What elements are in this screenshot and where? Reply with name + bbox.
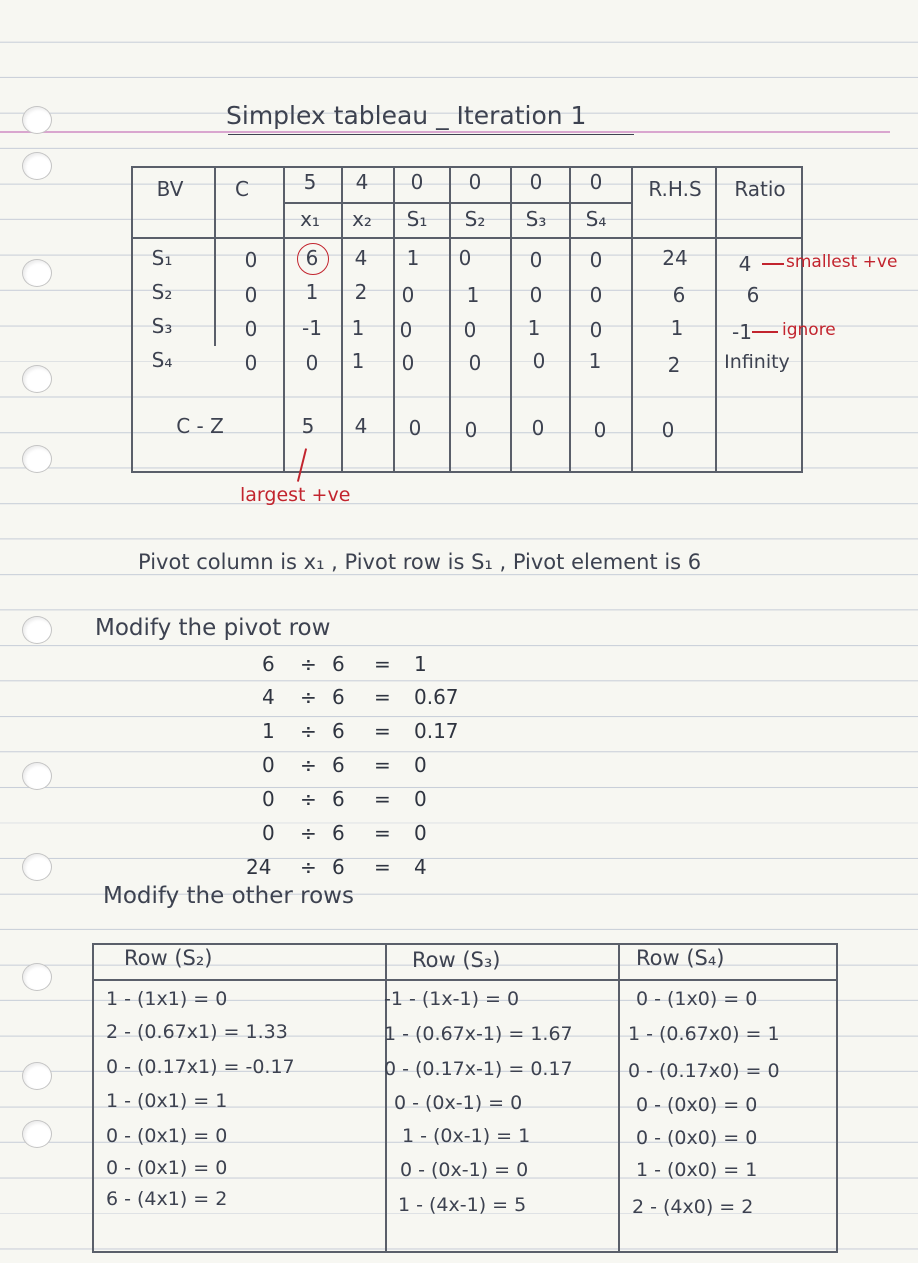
title-underline [228, 134, 634, 135]
calc-s4: 1 - (0.67x0) = 1 [628, 1023, 780, 1045]
header-var: S₁ [406, 207, 428, 231]
binder-hole [22, 1062, 52, 1090]
binder-hole [22, 365, 52, 393]
header-var: x₁ [300, 207, 320, 231]
binder-hole [22, 1120, 52, 1148]
header-var: x₂ [352, 207, 372, 231]
ratio-value: -1 [732, 320, 752, 344]
table-cell: 1 [406, 246, 420, 270]
table-cell: 1 [351, 349, 365, 373]
table-cell: 0 [244, 248, 258, 272]
grid-line [131, 237, 803, 239]
header-ratio: Ratio [734, 177, 786, 201]
grid-line [715, 166, 717, 471]
column-header-s2: Row (S₂) [124, 946, 213, 970]
header-obj-coef: 5 [303, 170, 317, 194]
calc-s4: 2 - (4x0) = 2 [632, 1196, 754, 1218]
cz-value: 5 [301, 414, 315, 438]
header-bv: BV [156, 177, 184, 201]
header-var: S₂ [464, 207, 486, 231]
table-cell: S₁ [151, 246, 173, 270]
grid-line [92, 1251, 838, 1253]
pivot-circle [297, 243, 329, 275]
table-cell: 2 [667, 353, 681, 377]
calc-s2: 1 - (1x1) = 0 [106, 988, 228, 1010]
calc-s4: 0 - (0x0) = 0 [636, 1127, 758, 1149]
column-header-s3: Row (S₃) [412, 948, 501, 972]
grid-line [92, 943, 94, 1253]
binder-hole [22, 152, 52, 180]
table-cell: 0 [532, 349, 546, 373]
calc-s3: -1 - (1x-1) = 0 [384, 988, 520, 1010]
calc-s3: 1 - (0.67x-1) = 1.67 [384, 1023, 573, 1045]
calc-s3: 0 - (0x-1) = 0 [394, 1092, 523, 1114]
calc-s2: 6 - (4x1) = 2 [106, 1188, 228, 1210]
grid-line [836, 943, 838, 1253]
calc-s3: 1 - (0x-1) = 1 [402, 1125, 531, 1147]
binder-hole [22, 762, 52, 790]
smallest-note: smallest +ve [786, 252, 898, 272]
table-cell: 1 [305, 280, 319, 304]
table-cell: 0 [589, 283, 603, 307]
cz-value: 0 [593, 418, 607, 442]
table-cell: 0 [589, 318, 603, 342]
header-rhs: R.H.S [648, 177, 702, 201]
calc-s2: 0 - (0x1) = 0 [106, 1157, 228, 1179]
cz-value: 4 [354, 414, 368, 438]
cz-value: 0 [661, 418, 675, 442]
pivot-element: 6 [305, 246, 319, 270]
table-cell: 1 [588, 349, 602, 373]
header-obj-coef: 0 [529, 170, 543, 194]
grid-line [131, 166, 803, 168]
ignore-note: ignore [782, 320, 836, 340]
table-cell: 0 [244, 317, 258, 341]
pivot-summary: Pivot column is x₁ , Pivot row is S₁ , Pivot element is 6 [138, 550, 702, 574]
header-obj-coef: 0 [468, 170, 482, 194]
header-obj-coef: 0 [589, 170, 603, 194]
modify-other-title: Modify the other rows [103, 883, 354, 909]
table-cell: 0 [401, 283, 415, 307]
table-cell: 1 [466, 283, 480, 307]
table-cell: 0 [244, 351, 258, 375]
table-cell: S₃ [151, 314, 173, 338]
table-cell: 0 [529, 283, 543, 307]
calc-s2: 2 - (0.67x1) = 1.33 [106, 1021, 288, 1043]
page-title: Simplex tableau _ Iteration 1 [226, 101, 587, 130]
calc-s4: 0 - (0x0) = 0 [636, 1094, 758, 1116]
table-cell: 0 [244, 283, 258, 307]
binder-hole [22, 616, 52, 644]
modify-pivot-title: Modify the pivot row [95, 615, 331, 641]
header-c: C [235, 177, 249, 201]
grid-line [631, 166, 633, 471]
table-cell: 0 [468, 351, 482, 375]
grid-line [283, 202, 631, 204]
ratio-value: 4 [738, 252, 752, 276]
table-cell: S₄ [151, 348, 173, 372]
table-cell: 0 [458, 246, 472, 270]
calc-s3: 0 - (0.17x-1) = 0.17 [384, 1058, 573, 1080]
calc-s3: 0 - (0x-1) = 0 [400, 1159, 529, 1181]
table-cell: 0 [463, 318, 477, 342]
column-header-s4: Row (S₄) [636, 946, 725, 970]
binder-hole [22, 963, 52, 991]
margin-line [0, 131, 890, 133]
binder-hole [22, 106, 52, 134]
grid-line [618, 943, 620, 1253]
header-obj-coef: 0 [410, 170, 424, 194]
binder-hole [22, 853, 52, 881]
table-cell: 0 [401, 351, 415, 375]
table-cell: 4 [354, 246, 368, 270]
cz-value: 0 [531, 416, 545, 440]
table-cell: 6 [672, 283, 686, 307]
grid-line [92, 979, 838, 981]
table-cell: 1 [527, 316, 541, 340]
grid-line [801, 166, 803, 471]
calc-s4: 0 - (0.17x0) = 0 [628, 1060, 780, 1082]
arrow-icon [752, 331, 778, 333]
table-cell: -1 [302, 316, 322, 340]
calc-s4: 1 - (0x0) = 1 [636, 1159, 758, 1181]
arrow-icon [762, 263, 784, 265]
calc-s2: 0 - (0.17x1) = -0.17 [106, 1056, 295, 1078]
grid-line [92, 943, 838, 945]
table-cell: 0 [305, 351, 319, 375]
table-cell: 24 [662, 246, 688, 270]
calc-s2: 0 - (0x1) = 0 [106, 1125, 228, 1147]
table-cell: S₂ [151, 280, 173, 304]
table-cell: 1 [351, 316, 365, 340]
table-cell: 0 [589, 248, 603, 272]
largest-note: largest +ve [240, 484, 351, 506]
table-cell: 0 [529, 248, 543, 272]
calc-s2: 1 - (0x1) = 1 [106, 1090, 228, 1112]
table-cell: 1 [670, 316, 684, 340]
grid-line [131, 471, 803, 473]
table-cell: 2 [354, 280, 368, 304]
ratio-value: Infinity [724, 351, 790, 373]
binder-hole [22, 445, 52, 473]
header-var: S₃ [525, 207, 547, 231]
cz-value: 0 [464, 418, 478, 442]
header-var: S₄ [585, 207, 607, 231]
table-cell: 0 [399, 318, 413, 342]
calc-s3: 1 - (4x-1) = 5 [398, 1194, 527, 1216]
cz-label: C - Z [176, 414, 224, 438]
header-obj-coef: 4 [355, 170, 369, 194]
ratio-value: 6 [746, 283, 760, 307]
cz-value: 0 [408, 416, 422, 440]
calc-s4: 0 - (1x0) = 0 [636, 988, 758, 1010]
binder-hole [22, 259, 52, 287]
